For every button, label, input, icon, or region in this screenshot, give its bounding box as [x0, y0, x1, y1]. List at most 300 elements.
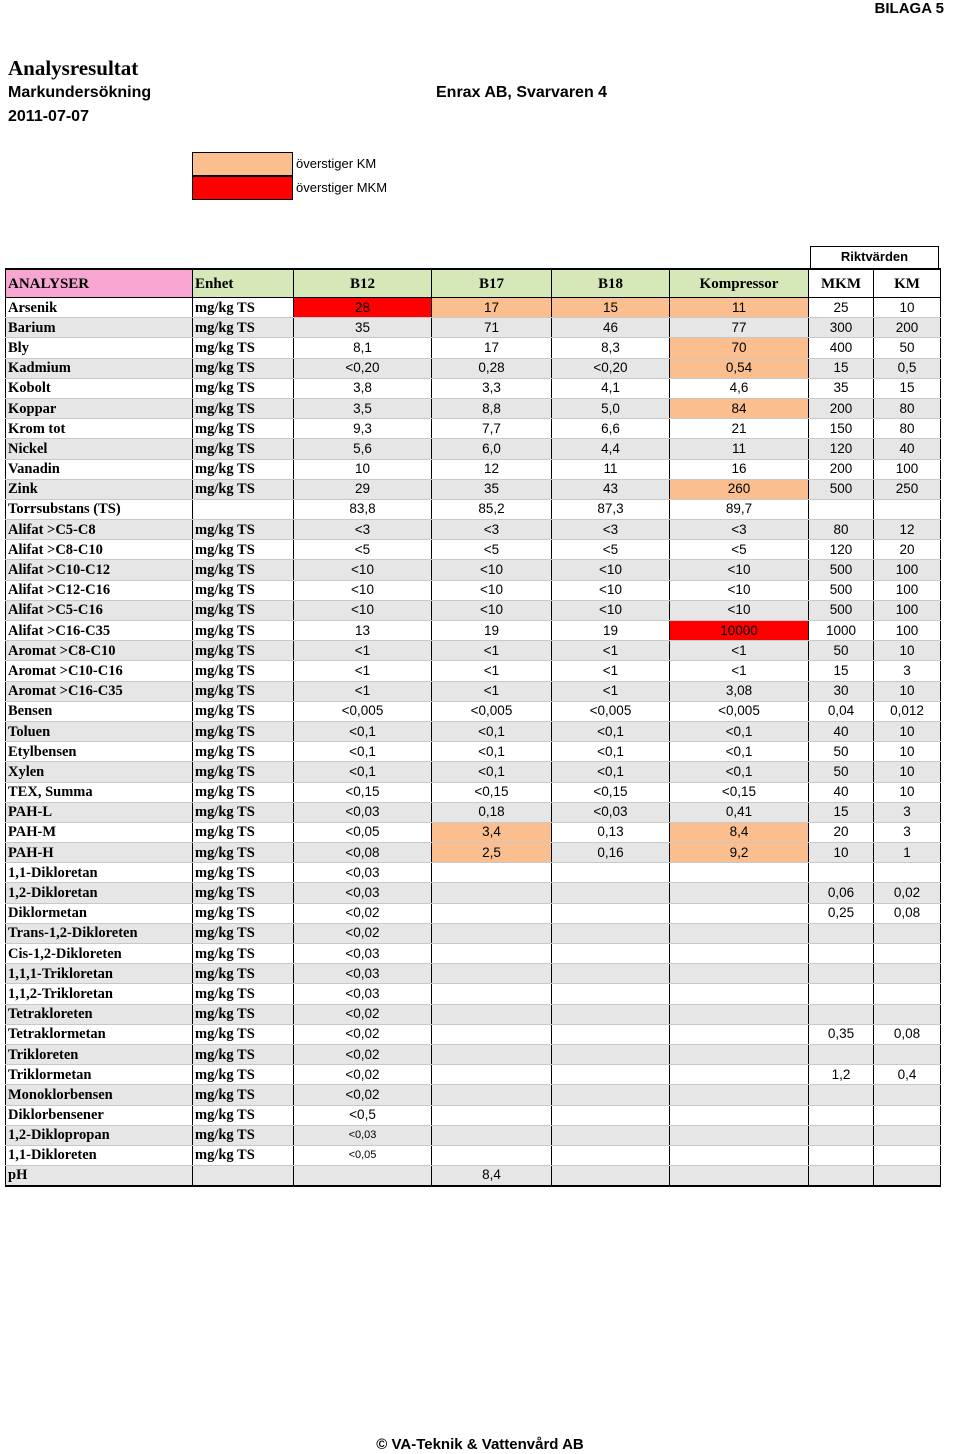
value-kompressor [670, 1004, 809, 1024]
value-b18: <0,15 [552, 782, 670, 802]
analyte-name: Torrsubstans (TS) [6, 499, 193, 519]
value-mkm [809, 1044, 874, 1064]
value-mkm: 1,2 [809, 1065, 874, 1085]
value-b12: 9,3 [294, 419, 432, 439]
value-mkm: 20 [809, 822, 874, 842]
table-row [6, 1085, 941, 1105]
analyte-name: Diklormetan [6, 903, 193, 923]
value-b12: 29 [294, 479, 432, 499]
value-b18 [552, 1125, 670, 1145]
value-mkm: 10 [809, 843, 874, 863]
value-b12: 13 [294, 621, 432, 641]
value-mkm: 120 [809, 540, 874, 560]
unit-cell: mg/kg TS [193, 802, 294, 822]
value-b12: 83,8 [294, 499, 432, 519]
value-mkm: 120 [809, 439, 874, 459]
value-kompressor: 8,4 [670, 822, 809, 842]
table-row [6, 701, 941, 721]
unit-cell: mg/kg TS [193, 540, 294, 560]
value-b17: 0,18 [432, 802, 552, 822]
unit-cell: mg/kg TS [193, 1004, 294, 1024]
value-b18: 5,0 [552, 398, 670, 418]
value-mkm [809, 1125, 874, 1145]
value-b18 [552, 1004, 670, 1024]
value-b18: <0,1 [552, 721, 670, 741]
value-b17 [432, 883, 552, 903]
value-b18: <3 [552, 520, 670, 540]
col-header-b17: B17 [432, 269, 552, 298]
unit-cell: mg/kg TS [193, 661, 294, 681]
table-row [6, 923, 941, 943]
value-km [874, 964, 941, 984]
value-b17: 12 [432, 459, 552, 479]
value-b17: 7,7 [432, 419, 552, 439]
value-kompressor: <1 [670, 641, 809, 661]
analyte-name: 1,1,1-Trikloretan [6, 964, 193, 984]
value-kompressor: <5 [670, 540, 809, 560]
value-km: 100 [874, 459, 941, 479]
value-mkm [809, 1004, 874, 1024]
value-kompressor [670, 1105, 809, 1125]
value-b18 [552, 944, 670, 964]
value-b17: 17 [432, 298, 552, 318]
value-b18 [552, 1085, 670, 1105]
analyte-name: Tetrakloreten [6, 1004, 193, 1024]
value-b18 [552, 1145, 670, 1165]
value-kompressor: 0,54 [670, 358, 809, 378]
value-mkm: 15 [809, 661, 874, 681]
value-mkm [809, 1085, 874, 1105]
table-row [6, 499, 941, 519]
value-b12: 35 [294, 318, 432, 338]
table-row [6, 863, 941, 883]
table-row [6, 358, 941, 378]
unit-cell: mg/kg TS [193, 762, 294, 782]
value-b18: <1 [552, 661, 670, 681]
value-b18: 6,6 [552, 419, 670, 439]
value-b18: 8,3 [552, 338, 670, 358]
table-row [6, 944, 941, 964]
col-header-b18: B18 [552, 269, 670, 298]
analyte-name: Nickel [6, 439, 193, 459]
value-b17 [432, 1085, 552, 1105]
legend-swatch-km [192, 152, 293, 176]
value-b17: <0,1 [432, 721, 552, 741]
table-row [6, 479, 941, 499]
value-km [874, 499, 941, 519]
unit-cell: mg/kg TS [193, 883, 294, 903]
table-row [6, 661, 941, 681]
value-km: 3 [874, 822, 941, 842]
value-kompressor: 16 [670, 459, 809, 479]
value-km: 0,5 [874, 358, 941, 378]
value-mkm: 15 [809, 358, 874, 378]
analyte-name: Tetraklormetan [6, 1024, 193, 1044]
analyte-name: Alifat >C16-C35 [6, 621, 193, 641]
value-b12: <0,03 [294, 1125, 432, 1145]
value-mkm: 200 [809, 459, 874, 479]
value-b12: <10 [294, 600, 432, 620]
value-kompressor [670, 1125, 809, 1145]
value-km: 40 [874, 439, 941, 459]
value-b12: 3,8 [294, 378, 432, 398]
table-row [6, 398, 941, 418]
table-row [6, 883, 941, 903]
analyte-name: Diklorbensener [6, 1105, 193, 1125]
value-km: 10 [874, 721, 941, 741]
value-b12 [294, 1166, 432, 1187]
unit-cell: mg/kg TS [193, 479, 294, 499]
table-row [6, 338, 941, 358]
analyte-name: Toluen [6, 721, 193, 741]
value-b12: <0,02 [294, 1085, 432, 1105]
table-row [6, 1065, 941, 1085]
table-row [6, 762, 941, 782]
analyte-name: Monoklorbensen [6, 1085, 193, 1105]
unit-cell: mg/kg TS [193, 701, 294, 721]
value-b18 [552, 1166, 670, 1187]
value-b18: 19 [552, 621, 670, 641]
value-km: 0,08 [874, 1024, 941, 1044]
value-km: 10 [874, 742, 941, 762]
value-b18: 4,4 [552, 439, 670, 459]
value-b18: 87,3 [552, 499, 670, 519]
value-b18: <1 [552, 641, 670, 661]
legend-label-km: överstiger KM [296, 156, 377, 171]
col-header-km: KM [874, 269, 941, 298]
site-name: Enrax AB, Svarvaren 4 [436, 84, 608, 101]
value-kompressor: <0,005 [670, 701, 809, 721]
value-km: 3 [874, 661, 941, 681]
value-km [874, 923, 941, 943]
unit-cell: mg/kg TS [193, 843, 294, 863]
value-b12: <0,03 [294, 863, 432, 883]
value-b12: <0,03 [294, 944, 432, 964]
value-km: 100 [874, 580, 941, 600]
value-kompressor: <0,1 [670, 742, 809, 762]
analyte-name: Aromat >C8-C10 [6, 641, 193, 661]
value-b17: <0,1 [432, 762, 552, 782]
value-kompressor [670, 1085, 809, 1105]
value-b18: 0,16 [552, 843, 670, 863]
value-b17: <1 [432, 661, 552, 681]
unit-cell: mg/kg TS [193, 378, 294, 398]
value-b17 [432, 984, 552, 1004]
value-kompressor: 4,6 [670, 378, 809, 398]
value-km [874, 984, 941, 1004]
value-b17: 19 [432, 621, 552, 641]
value-b18 [552, 903, 670, 923]
analyte-name: 1,2-Diklopropan [6, 1125, 193, 1145]
unit-cell: mg/kg TS [193, 1065, 294, 1085]
value-b17: <5 [432, 540, 552, 560]
unit-cell: mg/kg TS [193, 1125, 294, 1145]
value-b18 [552, 984, 670, 1004]
value-kompressor: 0,41 [670, 802, 809, 822]
analyte-name: TEX, Summa [6, 782, 193, 802]
unit-cell: mg/kg TS [193, 1085, 294, 1105]
value-b17 [432, 1125, 552, 1145]
value-b18 [552, 1065, 670, 1085]
value-kompressor: 9,2 [670, 843, 809, 863]
analyte-name: Alifat >C8-C10 [6, 540, 193, 560]
value-kompressor: 70 [670, 338, 809, 358]
value-km: 10 [874, 782, 941, 802]
unit-cell: mg/kg TS [193, 358, 294, 378]
value-b12: <0,02 [294, 1024, 432, 1044]
value-b12: <0,02 [294, 903, 432, 923]
analyte-name: 1,1,2-Trikloretan [6, 984, 193, 1004]
value-b18: <10 [552, 580, 670, 600]
analyte-name: Trans-1,2-Dikloreten [6, 923, 193, 943]
unit-cell: mg/kg TS [193, 439, 294, 459]
value-b17: 71 [432, 318, 552, 338]
value-km: 80 [874, 398, 941, 418]
value-b17: 8,4 [432, 1166, 552, 1187]
value-b12: <0,1 [294, 742, 432, 762]
unit-cell: mg/kg TS [193, 863, 294, 883]
value-b17 [432, 903, 552, 923]
table-row [6, 742, 941, 762]
value-b17 [432, 923, 552, 943]
value-b12: 5,6 [294, 439, 432, 459]
value-b12: <10 [294, 560, 432, 580]
value-b17: <3 [432, 520, 552, 540]
value-b12: <10 [294, 580, 432, 600]
value-mkm [809, 863, 874, 883]
value-kompressor: <10 [670, 580, 809, 600]
unit-cell: mg/kg TS [193, 560, 294, 580]
value-b18: 11 [552, 459, 670, 479]
table-row [6, 822, 941, 842]
analyte-name: Arsenik [6, 298, 193, 318]
value-mkm: 25 [809, 298, 874, 318]
analyte-name: Alifat >C5-C8 [6, 520, 193, 540]
col-header-b12: B12 [294, 269, 432, 298]
value-b12: <0,03 [294, 984, 432, 1004]
unit-cell: mg/kg TS [193, 923, 294, 943]
copyright-footer: © VA-Teknik & Vattenvård AB [376, 1436, 584, 1453]
value-mkm: 500 [809, 560, 874, 580]
value-mkm: 50 [809, 742, 874, 762]
value-mkm: 150 [809, 419, 874, 439]
unit-cell: mg/kg TS [193, 964, 294, 984]
value-kompressor: 84 [670, 398, 809, 418]
value-b17: <10 [432, 600, 552, 620]
value-mkm [809, 1166, 874, 1187]
col-header-kompressor: Kompressor [670, 269, 809, 298]
value-kompressor: <1 [670, 661, 809, 681]
unit-cell: mg/kg TS [193, 298, 294, 318]
page-subtitle: Markundersökning [8, 84, 152, 101]
value-b12: <0,08 [294, 843, 432, 863]
value-kompressor: <3 [670, 520, 809, 540]
value-b18: 0,13 [552, 822, 670, 842]
value-mkm [809, 499, 874, 519]
value-b12: <0,02 [294, 1004, 432, 1024]
unit-cell: mg/kg TS [193, 782, 294, 802]
analyte-name: Vanadin [6, 459, 193, 479]
value-b18: 15 [552, 298, 670, 318]
value-kompressor [670, 923, 809, 943]
value-km [874, 1125, 941, 1145]
value-km: 10 [874, 298, 941, 318]
value-km: 100 [874, 600, 941, 620]
legend-label-mkm: överstiger MKM [296, 180, 388, 195]
value-b17 [432, 863, 552, 883]
table-row [6, 984, 941, 1004]
value-km: 0,02 [874, 883, 941, 903]
value-mkm: 40 [809, 721, 874, 741]
value-kompressor [670, 1044, 809, 1064]
value-b17: <0,1 [432, 742, 552, 762]
value-km: 10 [874, 681, 941, 701]
analyte-name: 1,2-Dikloretan [6, 883, 193, 903]
analyte-name: Bly [6, 338, 193, 358]
table-header-row [6, 269, 941, 298]
value-b18: <0,03 [552, 802, 670, 822]
legend-swatch-mkm [192, 176, 293, 200]
value-km: 100 [874, 621, 941, 641]
table-row [6, 580, 941, 600]
analyte-name: PAH-M [6, 822, 193, 842]
page-title: Analysresultat [8, 56, 139, 80]
attachment-label: BILAGA 5 [874, 0, 944, 17]
analyte-name: Etylbensen [6, 742, 193, 762]
value-mkm: 500 [809, 600, 874, 620]
table-row [6, 843, 941, 863]
value-b18 [552, 1105, 670, 1125]
value-b12: <0,20 [294, 358, 432, 378]
value-b17: 6,0 [432, 439, 552, 459]
value-km: 50 [874, 338, 941, 358]
guideline-values-header: Riktvärden [810, 246, 939, 268]
value-kompressor [670, 1145, 809, 1165]
table-row [6, 621, 941, 641]
value-mkm: 0,04 [809, 701, 874, 721]
value-b17: 85,2 [432, 499, 552, 519]
value-b17 [432, 1024, 552, 1044]
value-b18 [552, 923, 670, 943]
value-kompressor: <0,15 [670, 782, 809, 802]
analyte-name: Barium [6, 318, 193, 338]
unit-cell: mg/kg TS [193, 742, 294, 762]
value-b17: <10 [432, 580, 552, 600]
unit-cell: mg/kg TS [193, 1145, 294, 1165]
analyte-name: Trikloreten [6, 1044, 193, 1064]
value-mkm [809, 944, 874, 964]
table-row [6, 903, 941, 923]
value-b18 [552, 863, 670, 883]
value-km: 3 [874, 802, 941, 822]
table-row [6, 681, 941, 701]
value-mkm: 400 [809, 338, 874, 358]
value-kompressor: 260 [670, 479, 809, 499]
table-row [6, 1024, 941, 1044]
unit-cell: mg/kg TS [193, 681, 294, 701]
unit-cell: mg/kg TS [193, 318, 294, 338]
value-km: 0,08 [874, 903, 941, 923]
value-mkm: 80 [809, 520, 874, 540]
value-km: 20 [874, 540, 941, 560]
value-mkm: 0,35 [809, 1024, 874, 1044]
analyte-name: PAH-L [6, 802, 193, 822]
analyte-name: Alifat >C10-C12 [6, 560, 193, 580]
value-b17 [432, 964, 552, 984]
table-row [6, 782, 941, 802]
value-b18: <0,005 [552, 701, 670, 721]
value-km [874, 1105, 941, 1125]
value-mkm [809, 984, 874, 1004]
table-row [6, 560, 941, 580]
unit-cell: mg/kg TS [193, 822, 294, 842]
analyte-name: Cis-1,2-Dikloreten [6, 944, 193, 964]
value-b17: <1 [432, 641, 552, 661]
analyte-name: Bensen [6, 701, 193, 721]
analyte-name: Aromat >C10-C16 [6, 661, 193, 681]
table-row [6, 1044, 941, 1064]
value-b18: <10 [552, 600, 670, 620]
analyte-name: PAH-H [6, 843, 193, 863]
value-b12: <0,02 [294, 923, 432, 943]
table-row [6, 439, 941, 459]
unit-cell: mg/kg TS [193, 903, 294, 923]
value-kompressor: 11 [670, 298, 809, 318]
value-b17 [432, 1004, 552, 1024]
value-b12: <0,005 [294, 701, 432, 721]
value-b12: <1 [294, 641, 432, 661]
table-row [6, 1105, 941, 1125]
value-b12: <0,1 [294, 762, 432, 782]
value-mkm: 500 [809, 580, 874, 600]
value-mkm [809, 964, 874, 984]
value-mkm: 0,06 [809, 883, 874, 903]
value-mkm: 1000 [809, 621, 874, 641]
value-b18: <0,20 [552, 358, 670, 378]
value-km [874, 1145, 941, 1165]
table-row [6, 520, 941, 540]
table-row [6, 459, 941, 479]
analyte-name: Koppar [6, 398, 193, 418]
value-b12: <0,02 [294, 1065, 432, 1085]
value-b18: <5 [552, 540, 670, 560]
value-b17: 2,5 [432, 843, 552, 863]
value-b17: <0,15 [432, 782, 552, 802]
value-kompressor: 10000 [670, 621, 809, 641]
value-kompressor [670, 883, 809, 903]
value-km [874, 1085, 941, 1105]
value-b12: 28 [294, 298, 432, 318]
value-b12: <0,05 [294, 1145, 432, 1165]
unit-cell: mg/kg TS [193, 520, 294, 540]
value-kompressor [670, 903, 809, 923]
value-b18 [552, 1044, 670, 1064]
value-km: 10 [874, 641, 941, 661]
value-b18: 43 [552, 479, 670, 499]
value-mkm: 35 [809, 378, 874, 398]
unit-cell: mg/kg TS [193, 459, 294, 479]
value-mkm: 50 [809, 762, 874, 782]
analyte-name: Aromat >C16-C35 [6, 681, 193, 701]
value-mkm: 40 [809, 782, 874, 802]
table-body [6, 298, 941, 1187]
analyte-name: 1,1-Dikloretan [6, 863, 193, 883]
value-kompressor [670, 984, 809, 1004]
unit-cell: mg/kg TS [193, 984, 294, 1004]
unit-cell: mg/kg TS [193, 721, 294, 741]
value-b18 [552, 1024, 670, 1044]
value-b12: <0,03 [294, 964, 432, 984]
